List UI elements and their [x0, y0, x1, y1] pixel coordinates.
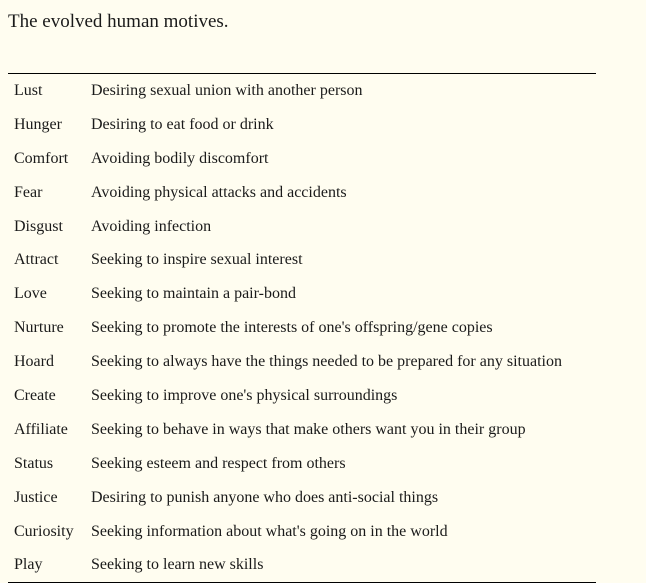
motive-description: Seeking to improve one's physical surroundings	[91, 386, 398, 404]
motive-description: Avoiding infection	[91, 217, 212, 235]
table-row	[8, 447, 596, 481]
motive-description: Seeking esteem and respect from others	[91, 454, 346, 472]
motive-name: Create	[14, 386, 56, 404]
motive-name: Affiliate	[14, 420, 68, 438]
table-row	[8, 74, 596, 108]
motive-name: Fear	[14, 183, 43, 201]
motive-description: Seeking to behave in ways that make others want you in their group	[91, 420, 526, 438]
motive-description: Seeking to inspire sexual interest	[91, 251, 303, 269]
motive-name: Disgust	[14, 217, 63, 235]
motive-description: Seeking to promote the interests of one's offspring/gene copies	[91, 319, 493, 337]
table-row	[8, 345, 596, 379]
motive-name: Hoard	[14, 353, 54, 371]
table-row	[8, 548, 596, 582]
table-row	[8, 413, 596, 447]
motive-description: Desiring to punish anyone who does anti-social things	[91, 488, 439, 506]
motive-name: Curiosity	[14, 522, 74, 540]
table-row	[8, 176, 596, 210]
motive-name: Nurture	[14, 319, 64, 337]
motive-name: Comfort	[14, 149, 69, 167]
motive-name: Hunger	[14, 115, 62, 133]
motive-description: Avoiding physical attacks and accidents	[91, 183, 347, 201]
table-caption: The evolved human motives.	[8, 11, 229, 32]
table-row	[8, 142, 596, 176]
table-row	[8, 108, 596, 142]
motive-description: Avoiding bodily discomfort	[91, 149, 269, 167]
table-row	[8, 311, 596, 345]
motive-description: Seeking to always have the things needed to be prepared for any situation	[91, 353, 562, 371]
table-row	[8, 379, 596, 413]
table-row	[8, 210, 596, 244]
motive-name: Justice	[14, 488, 58, 506]
motive-description: Seeking information about what's going on in the world	[91, 522, 448, 540]
motive-description: Seeking to maintain a pair-bond	[91, 285, 296, 303]
table-row	[8, 243, 596, 277]
motive-name: Play	[14, 556, 43, 574]
motive-name: Love	[14, 285, 47, 303]
motive-name: Lust	[14, 81, 43, 99]
table-row	[8, 277, 596, 311]
motive-description: Seeking to learn new skills	[91, 556, 264, 574]
motive-name: Status	[14, 454, 54, 472]
motives-table	[8, 73, 596, 583]
motive-name: Attract	[14, 251, 59, 269]
motive-description: Desiring to eat food or drink	[91, 115, 274, 133]
table-row	[8, 481, 596, 515]
motive-description: Desiring sexual union with another person	[91, 81, 363, 99]
table-row	[8, 515, 596, 549]
